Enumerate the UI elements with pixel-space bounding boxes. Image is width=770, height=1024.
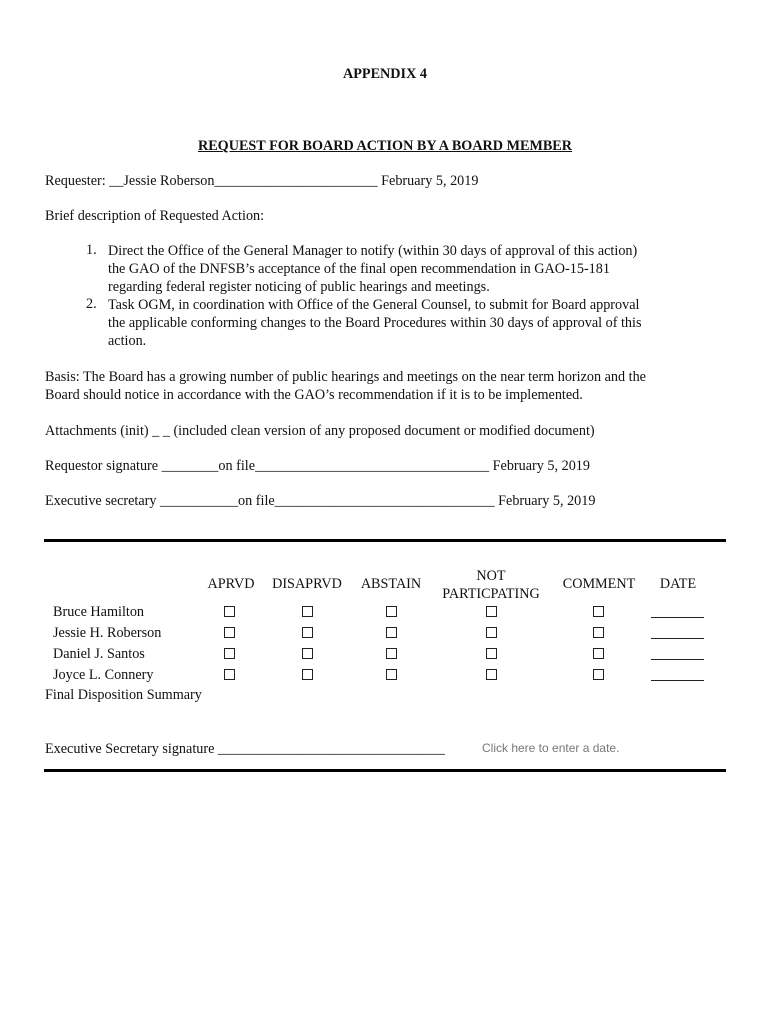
divider [44,769,726,772]
list-item-text: Task OGM, in coordination with Office of the General Counsel, to submit for Board approval [108,297,640,313]
column-header-not: NOT [476,568,506,584]
disaprvd-checkbox[interactable] [302,627,313,638]
not-participating-checkbox[interactable] [486,627,497,638]
abstain-checkbox[interactable] [386,648,397,659]
abstain-checkbox[interactable] [386,627,397,638]
basis-text: Basis: The Board has a growing number of public hearings and meetings on the near term horizon and the [45,369,646,385]
list-item-text: regarding federal register noticing of public hearings and meetings. [108,279,490,295]
requestor-signature-line: Requestor signature ________on file_________________________________ February 5, 2019 [45,458,590,474]
column-header-aprvd: APRVD [207,576,255,592]
abstain-checkbox[interactable] [386,606,397,617]
column-header-participating: PARTICPATING [442,586,540,602]
comment-checkbox[interactable] [593,606,604,617]
divider [44,539,726,542]
column-header-comment: COMMENT [562,576,636,592]
member-name: Bruce Hamilton [53,604,145,620]
member-name: Joyce L. Connery [53,667,154,683]
aprvd-checkbox[interactable] [224,648,235,659]
appendix-heading: APPENDIX 4 [343,66,427,82]
column-header-abstain: ABSTAIN [360,576,422,592]
disaprvd-checkbox[interactable] [302,669,313,680]
list-item-text: action. [108,333,147,349]
list-item-text: the applicable conforming changes to the Board Procedures within 30 days of approval of this [108,315,642,331]
date-picker-field[interactable]: Click here to enter a date. [482,741,620,755]
requester-line: Requester: __Jessie Roberson_______________________ February 5, 2019 [45,173,479,189]
comment-checkbox[interactable] [593,648,604,659]
not-participating-checkbox[interactable] [486,648,497,659]
executive-secretary-line: Executive secretary ___________on file_______________________________ February 5, 2019 [45,493,596,509]
abstain-checkbox[interactable] [386,669,397,680]
disaprvd-checkbox[interactable] [302,648,313,659]
aprvd-checkbox[interactable] [224,606,235,617]
column-header-date: DATE [659,576,697,592]
aprvd-checkbox[interactable] [224,627,235,638]
final-disposition-summary: Final Disposition Summary [45,687,202,703]
not-participating-checkbox[interactable] [486,606,497,617]
comment-checkbox[interactable] [593,669,604,680]
date-blank[interactable] [651,680,704,681]
date-blank[interactable] [651,617,704,618]
not-participating-checkbox[interactable] [486,669,497,680]
date-blank[interactable] [651,659,704,660]
aprvd-checkbox[interactable] [224,669,235,680]
brief-description-label: Brief description of Requested Action: [45,208,265,224]
member-name: Jessie H. Roberson [53,625,162,641]
attachments-line: Attachments (init) _ _ (included clean version of any proposed document or modified document) [45,423,595,439]
disaprvd-checkbox[interactable] [302,606,313,617]
list-item-text: Direct the Office of the General Manager to notify (within 30 days of approval of this action) [108,243,638,259]
member-name: Daniel J. Santos [53,646,145,662]
comment-checkbox[interactable] [593,627,604,638]
executive-secretary-signature-line: Executive Secretary signature ________________________________ [45,741,445,757]
column-header-disaprvd: DISAPRVD [272,576,342,592]
list-item-text: the GAO of the DNFSB’s acceptance of the final open recommendation in GAO-15-181 [108,261,610,277]
list-item-number: 2. [86,296,97,312]
form-title: REQUEST FOR BOARD ACTION BY A BOARD MEMBER [197,138,573,154]
list-item-number: 1. [86,242,97,258]
basis-text: Board should notice in accordance with the GAO’s recommendation if it is to be implemented. [45,387,583,403]
date-blank[interactable] [651,638,704,639]
